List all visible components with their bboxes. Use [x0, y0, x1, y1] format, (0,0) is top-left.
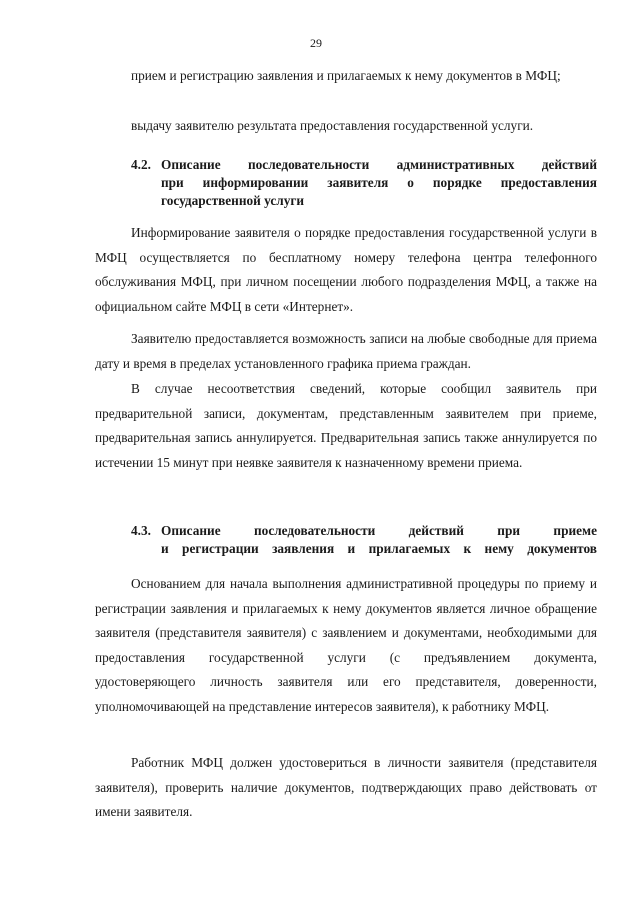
heading-line-2: и регистрации заявления и прилагаемых к нему документов: [161, 541, 597, 556]
heading-line-2: при информировании заявителя о порядке предоставления: [161, 175, 597, 190]
section-4-3-heading: [131, 522, 597, 558]
paragraph-4-3-1: Основанием для начала выполнения административной процедуры по приему и регистрации заявления и прилагаемых к нему документов является личное обращение заявителя (представителя заявителя) с заявлением и документами, необходимыми для предоставления государственной услуги (с предъявлением документа, удостоверяющего личность заявителя или его представителя, доверенности, уполномочивающей на представление интересов заявителя), к работнику МФЦ.: [95, 576, 597, 714]
page-number: 29: [310, 36, 322, 50]
section-number: 4.3.: [131, 523, 151, 538]
heading-line-1: Описание последовательности действий при приеме: [161, 523, 597, 538]
section-4-2-heading: [131, 156, 597, 210]
heading-line-1: Описание последовательности административных действий: [161, 157, 597, 172]
paragraph-4-2-1: Информирование заявителя о порядке предоставления государственной услуги в МФЦ осуществляется по бесплатному номеру телефона центра телефонного обслуживания МФЦ, при личном посещении любого подразделения МФЦ, а также на официальном сайте МФЦ в сети «Интернет».: [95, 225, 597, 314]
paragraph-4-2-3: В случае несоответствия сведений, которые сообщил заявитель при предварительной записи, документам, представленным заявителем при приеме, предварительная запись аннулируется. Предварительная запись также аннулируется по истечении 15 минут при неявке заявителя к назначенному времени приема.: [95, 381, 597, 470]
paragraph-4-3-2: Работник МФЦ должен удостовериться в личности заявителя (представителя заявителя), проверить наличие документов, подтверждающих право действовать от имени заявителя.: [95, 755, 597, 819]
paragraph-top-1: прием и регистрацию заявления и прилагаемых к нему документов в МФЦ;: [131, 68, 561, 83]
paragraph-4-2-2: Заявителю предоставляется возможность записи на любые свободные для приема дату и время в пределах установленного графика приема граждан.: [95, 331, 597, 371]
heading-line-3: государственной услуги: [161, 193, 305, 208]
paragraph-top-2: выдачу заявителю результата предоставления государственной услуги.: [131, 118, 534, 133]
section-number: 4.2.: [131, 157, 151, 172]
